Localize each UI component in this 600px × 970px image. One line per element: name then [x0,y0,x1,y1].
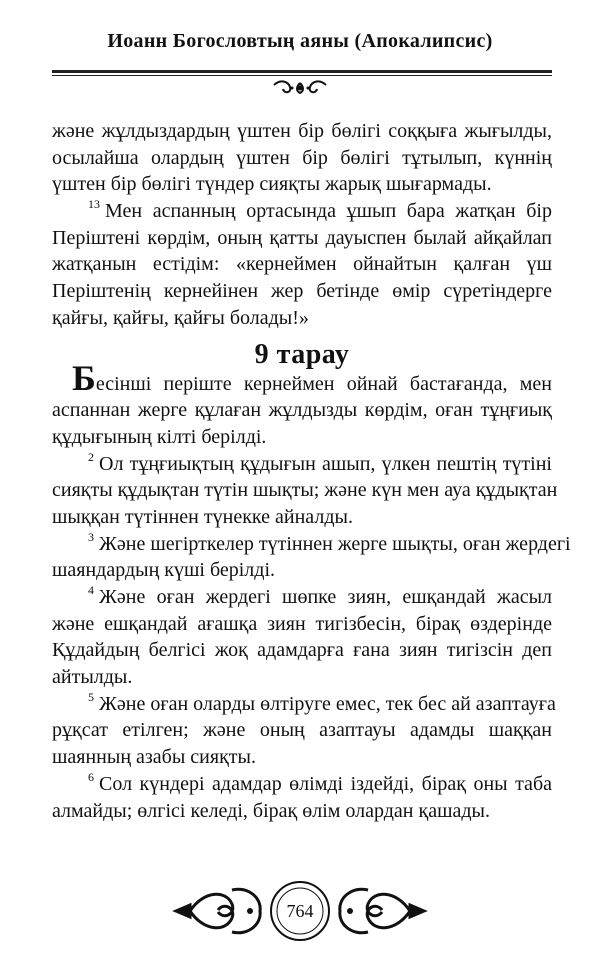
header-rule-thick [52,70,552,73]
line-text: шаянның азабы сияқты. [52,746,256,769]
text-line [52,118,552,145]
line-text: және жұлдыздардың үштен бір бөлігі соққыға жығылды, [52,120,552,142]
text-line [52,611,552,638]
verse-4 [52,584,552,691]
paragraph [52,357,552,451]
line-text: Және оған жердегі шөпке зиян, ешқандай жасыл [99,586,552,608]
line-text: Сол күндері адамдар өлімді іздейді, бірақ оны таба [99,772,552,795]
header-ornament-icon [270,79,330,95]
line-text: Періштенің кернейінен жер бетінде өмір сүретіндерге [52,280,552,303]
text-line [52,557,552,584]
page-number: 764 [286,901,314,921]
line-text: аспаннан жерге құлаған жұлдызды көрдім, оған тұңғиық [52,399,552,422]
verse-number: 5 [88,689,94,704]
text-line [52,198,552,225]
verse-6 [52,771,552,824]
verse-number: 2 [88,449,94,464]
line-text: есінші періште кернеймен ойнай бастағанда, мен [95,372,552,395]
text-line [52,171,552,198]
paragraph [52,118,552,198]
text-line [52,251,552,278]
text-line [52,771,552,798]
verse-number: 4 [88,583,94,597]
text-line [52,664,552,691]
text-line [52,529,571,558]
verse-number: 3 [88,529,94,544]
line-text: Және шегірткелер түтіннен жерге шықты, оған жердегі [99,532,571,555]
text-line [52,145,552,172]
text-line [52,357,552,398]
text-line [52,477,558,504]
line-text: Періштені көрдім, оның қатты дауыспен былай айқайлап [52,226,552,249]
line-text: және ешқандай ағашқа зиян тигізбесін, бірақ өздерінде [52,612,552,635]
text-line [52,305,552,332]
page-footer [170,880,430,942]
line-text: шаяндардың күші берілді. [52,559,276,582]
text-line [52,278,552,305]
text-line [52,637,552,664]
text-line [52,717,552,744]
line-text: осылайша олардың үштен бір бөлігі тұтылып, күннің [52,146,552,169]
line-text: құдығының кілті берілді. [52,425,267,448]
header-rule-thin [52,75,552,76]
verse-3 [52,529,571,584]
line-text: сияқты құдықтан түтін шықты; және күн мен ауа құдықтан [52,479,558,502]
verse-13 [52,198,552,331]
verse-number: 6 [88,769,94,784]
line-text: Мен аспанның ортасында ұшып бара жатқан бір [105,200,552,223]
text-line [52,504,552,531]
verse-number: 13 [88,197,100,212]
line-text: қайғы, қайғы, қайғы болады!» [52,306,309,329]
text-line [52,225,552,252]
verse-5 [52,689,556,771]
line-text: рұқсат етілген; және оның азаптауы адамды шаққан [52,719,552,742]
line-text: алмайды; өлгісі келеді, бірақ өлім олардан қашады. [52,799,490,822]
text-line [52,584,552,611]
line-text: шыққан түтіннен түнекке айналды. [52,505,353,528]
line-text: жатқанын естідім: «кернеймен ойнайтын қалған үш [52,253,552,276]
text-line [52,451,552,478]
line-text: Және оған оларды өлтіруге емес, тек бес ай азаптауға [99,692,556,715]
page-body [52,118,571,824]
line-text: Құдайдың белгісі жоқ адамдарға ғана зиян тигізсін деп [52,639,552,662]
verse-2 [52,449,558,531]
drop-cap: Б [72,357,96,398]
text-line [52,744,552,771]
text-line [52,798,552,825]
line-text: айтылды. [52,666,133,689]
text-line [52,397,552,424]
line-text: Ол тұңғиықтың құдығын ашып, үлкен пештің түтіні [99,452,552,475]
text-line [52,689,556,718]
line-text: үштен бір бөлігі түндер сияқты жарық шығармады. [52,173,492,196]
running-header-title: Иоанн Богословтың аяны (Апокалипсис) [107,30,493,52]
chapter-heading: 9 тарау [254,338,350,370]
text-line [52,424,552,451]
